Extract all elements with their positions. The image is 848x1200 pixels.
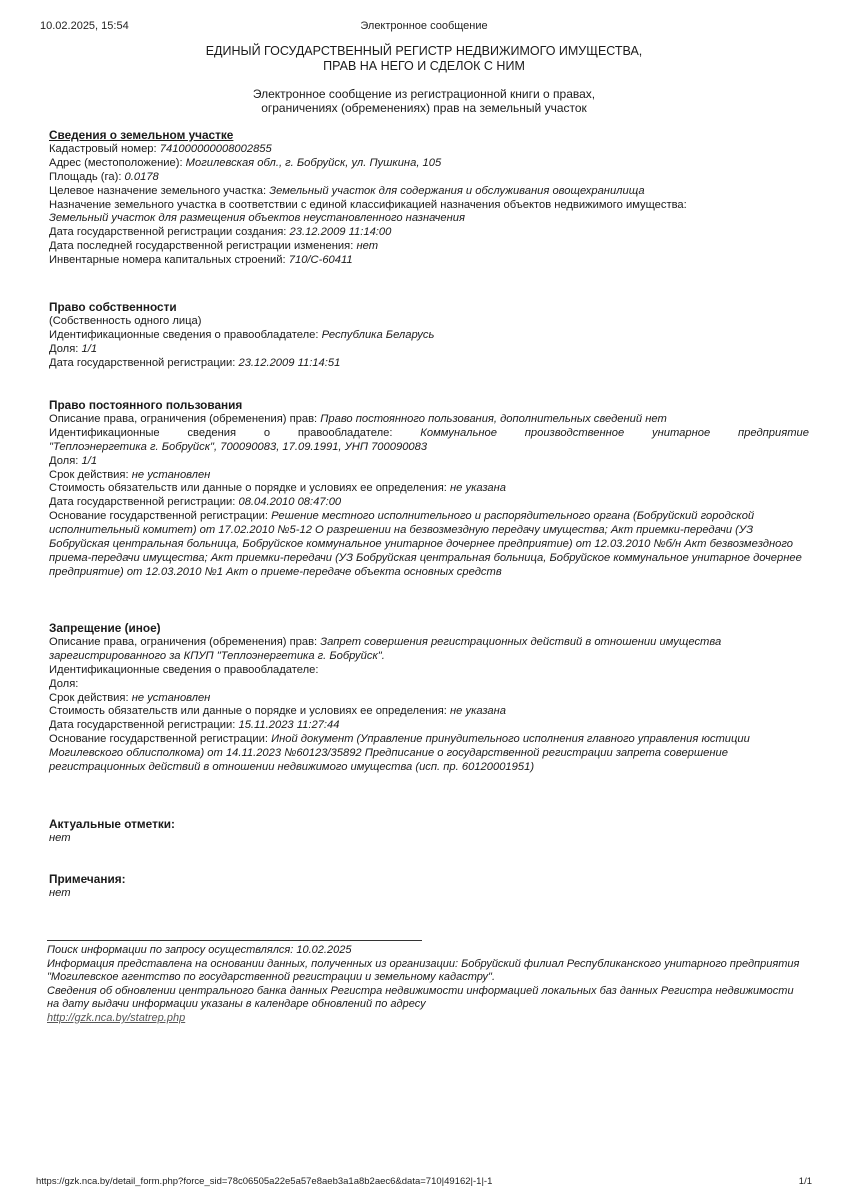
statrep-link[interactable]: http://gzk.nca.by/statrep.php bbox=[47, 1011, 186, 1024]
prohibition-cost-row: Стоимость обязательств или данные о порядке и условиях ее определения: не указана bbox=[49, 705, 507, 718]
prohibition-basis-row: Основание государственной регистрации: Иной документ (Управление принудительного исполнения главного управления юстиции Могилевского облисполкома) от 14.11.2023 №60123/35892 Предписание о государственной регистрации запрета совершение регистрационных действий в отношении недвижимого имущества (исп. пр. 60120001951) bbox=[49, 733, 750, 774]
ownership-section bbox=[49, 301, 809, 371]
document-title bbox=[0, 44, 848, 74]
ownership-reg-date: 23.12.2009 11:14:51 bbox=[238, 356, 341, 369]
prohibition-term-row: Срок действия: не установлен bbox=[49, 691, 211, 704]
cadastral-number-row: Кадастровый номер: 741000000008002855 bbox=[49, 142, 272, 155]
permanent-use-share: 1/1 bbox=[81, 454, 98, 467]
permanent-use-holder-line2: "Теплоэнергетика г. Бобруйск", 700090083, 17.09.1991, УНП 700090083 bbox=[49, 440, 428, 453]
permanent-use-heading: Право постоянного пользования bbox=[49, 398, 243, 412]
prohibition-heading: Запрещение (иное) bbox=[49, 621, 161, 635]
address-row: Адрес (местоположение): Могилевская обл., г. Бобруйск, ул. Пушкина, 105 bbox=[49, 156, 442, 169]
land-plot-section bbox=[49, 129, 809, 268]
permanent-use-desc-row: Описание права, ограничения (обременения) прав: Право постоянного пользования, дополнительных сведений нет bbox=[49, 412, 667, 425]
permanent-use-desc: Право постоянного пользования, дополнительных сведений нет bbox=[320, 412, 667, 425]
prohibition-section bbox=[49, 622, 809, 775]
change-date-row: Дата последней государственной регистрации изменения: нет bbox=[49, 240, 379, 253]
ownership-share-row: Доля: 1/1 bbox=[49, 342, 98, 355]
address-value: Могилевская обл., г. Бобруйск, ул. Пушкина, 105 bbox=[185, 156, 442, 169]
classification-label: Назначение земельного участка в соответствии с единой классификацией назначения объектов недвижимого имущества: bbox=[49, 198, 687, 211]
marks-heading: Актуальные отметки: bbox=[49, 817, 175, 831]
area-row: Площадь (га): 0.0178 bbox=[49, 170, 159, 183]
change-date: нет bbox=[356, 240, 379, 253]
ownership-heading: Право собственности bbox=[49, 300, 177, 314]
title-line-1: ЕДИНЫЙ ГОСУДАРСТВЕННЫЙ РЕГИСТР НЕДВИЖИМОГО ИМУЩЕСТВА, bbox=[205, 44, 643, 58]
ownership-holder: Республика Беларусь bbox=[321, 328, 435, 341]
source-info: Информация представлена на основании данных, полученных из организации: Бобруйский филиал Республиканского унитарного предприятия "Могилевское агентство по государственной регистрации и земельному кадастру". bbox=[47, 957, 800, 984]
permanent-use-cost: не указана bbox=[450, 482, 507, 495]
creation-date: 23.12.2009 11:14:00 bbox=[289, 226, 392, 239]
prohibition-reg-date: 15.11.2023 11:27:44 bbox=[238, 719, 340, 732]
ownership-holder-row: Идентификационные сведения о правообладателе: Республика Беларусь bbox=[49, 328, 435, 341]
prohibition-holder-label: Идентификационные сведения о правообладателе: bbox=[49, 663, 319, 676]
subtitle-line-1: Электронное сообщение из регистрационной книги о правах, bbox=[252, 87, 596, 101]
marks-value: нет bbox=[49, 831, 71, 844]
print-url: https://gzk.nca.by/detail_form.php?force_sid=78c06505a22e5a57e8aeb3a1a8b2aec6&data=710|49162|-1|-1 bbox=[36, 1176, 493, 1187]
permanent-use-cost-row: Стоимость обязательств или данные о порядке и условиях ее определения: не указана bbox=[49, 482, 507, 495]
ownership-share: 1/1 bbox=[81, 342, 98, 355]
marks-section bbox=[49, 818, 809, 846]
cadastral-number: 741000000008002855 bbox=[159, 142, 272, 155]
notes-heading: Примечания: bbox=[49, 872, 126, 886]
ownership-type: (Собственность одного лица) bbox=[49, 314, 202, 327]
permanent-use-reg-row: Дата государственной регистрации: 08.04.2010 08:47:00 bbox=[49, 496, 342, 509]
footnote bbox=[47, 944, 807, 1026]
prohibition-cost: не указана bbox=[450, 705, 507, 718]
prohibition-reg-row: Дата государственной регистрации: 15.11.2023 11:27:44 bbox=[49, 719, 340, 732]
permanent-use-reg-date: 08.04.2010 08:47:00 bbox=[238, 496, 342, 509]
ownership-reg-row: Дата государственной регистрации: 23.12.2009 11:14:51 bbox=[49, 356, 341, 369]
permanent-use-share-row: Доля: 1/1 bbox=[49, 454, 98, 467]
purpose-value: Земельный участок для содержания и обслуживания овощехранилища bbox=[269, 184, 645, 197]
permanent-use-section bbox=[49, 399, 809, 580]
notes-value: нет bbox=[49, 886, 71, 899]
classification-value: Земельный участок для размещения объектов неустановленного назначения bbox=[49, 212, 466, 225]
permanent-use-holder-row: Идентификационные сведения о правообладателе: Коммунальное производственное унитарное предприятие bbox=[49, 426, 809, 439]
permanent-use-basis: Решение местного исполнительного и распорядительного органа (Бобруйский городской исполнительный комитет) от 17.02.2010 №5-12 О разрешении на безвозмездную передачу имущества; Акт приемки-передачи (УЗ Бобруйская центральная больница, Бобруйское коммунальное унитарное дочернее предприятие) от 12.03.2010 №б/н Акт безвозмездного приема-передачи имущества; Акт приемки-передачи (УЗ Бобруйская центральная больница, Бобруйское коммунальное унитарное дочернее предприятие) от 12.03.2010 №1 Акт о приеме-передаче объекта основных средств bbox=[49, 510, 802, 578]
print-page-number: 1/1 bbox=[798, 1176, 812, 1187]
creation-date-row: Дата государственной регистрации создания: 23.12.2009 11:14:00 bbox=[49, 226, 392, 239]
permanent-use-term: не установлен bbox=[131, 468, 211, 481]
permanent-use-term-row: Срок действия: не установлен bbox=[49, 468, 211, 481]
inventory-row: Инвентарные номера капитальных строений: 710/С-60411 bbox=[49, 254, 353, 267]
purpose-row: Целевое назначение земельного участка: Земельный участок для содержания и обслуживания овощехранилища bbox=[49, 184, 645, 197]
permanent-use-holder-line1: Коммунальное производственное унитарное предприятие bbox=[420, 426, 809, 439]
land-plot-heading: Сведения о земельном участке bbox=[49, 128, 234, 142]
prohibition-basis: Иной документ (Управление принудительного исполнения главного управления юстиции Могилевского облисполкома) от 14.11.2023 №60123/35892 Предписание о государственной регистрации запрета совершение регистрационных действий в отношении недвижимого имущества (исп. пр. 60120001951) bbox=[49, 733, 750, 774]
prohibition-desc-row: Описание права, ограничения (обременения) прав: Запрет совершения регистрационных действий в отношении имущества зарегистрированного за КПУП "Теплоэнергетика г. Бобруйск". bbox=[49, 635, 722, 662]
print-datetime: 10.02.2025, 15:54 bbox=[40, 20, 129, 32]
prohibition-desc: Запрет совершения регистрационных действий в отношении имущества зарегистрированного за КПУП "Теплоэнергетика г. Бобруйск". bbox=[49, 635, 722, 662]
print-page-title: Электронное сообщение bbox=[360, 20, 488, 32]
update-info: Сведения об обновлении центрального банка данных Регистра недвижимости информацией локальных баз данных Регистра недвижимости на дату выдачи информации указаны в календаре обновлений по адресу bbox=[47, 984, 794, 1011]
subtitle-line-2: ограничениях (обременениях) прав на земельный участок bbox=[261, 101, 587, 115]
permanent-use-basis-row: Основание государственной регистрации: Решение местного исполнительного и распорядительного органа (Бобруйский городской исполнительный комитет) от 17.02.2010 №5-12 О разрешении на безвозмездную передачу имущества; Акт приемки-передачи (УЗ Бобруйская центральная больница, Бобруйское коммунальное унитарное дочернее предприятие) от 12.03.2010 №б/н Акт безвозмездного приема-передачи имущества; Акт приемки-передачи (УЗ Бобруйская центральная больница, Бобруйское коммунальное унитарное дочернее предприятие) от 12.03.2010 №1 Акт о приеме-передаче объекта основных средств bbox=[49, 510, 802, 578]
area-value: 0.0178 bbox=[124, 170, 159, 183]
prohibition-term: не установлен bbox=[131, 691, 211, 704]
footnote-divider bbox=[47, 940, 422, 941]
prohibition-share-label: Доля: bbox=[49, 677, 79, 690]
title-line-2: ПРАВ НА НЕГО И СДЕЛОК С НИМ bbox=[323, 59, 525, 73]
inventory-number: 710/С-60411 bbox=[288, 254, 353, 267]
document-subtitle bbox=[0, 87, 848, 115]
notes-section bbox=[49, 873, 809, 901]
search-info: Поиск информации по запросу осуществлялся: 10.02.2025 bbox=[47, 944, 352, 956]
